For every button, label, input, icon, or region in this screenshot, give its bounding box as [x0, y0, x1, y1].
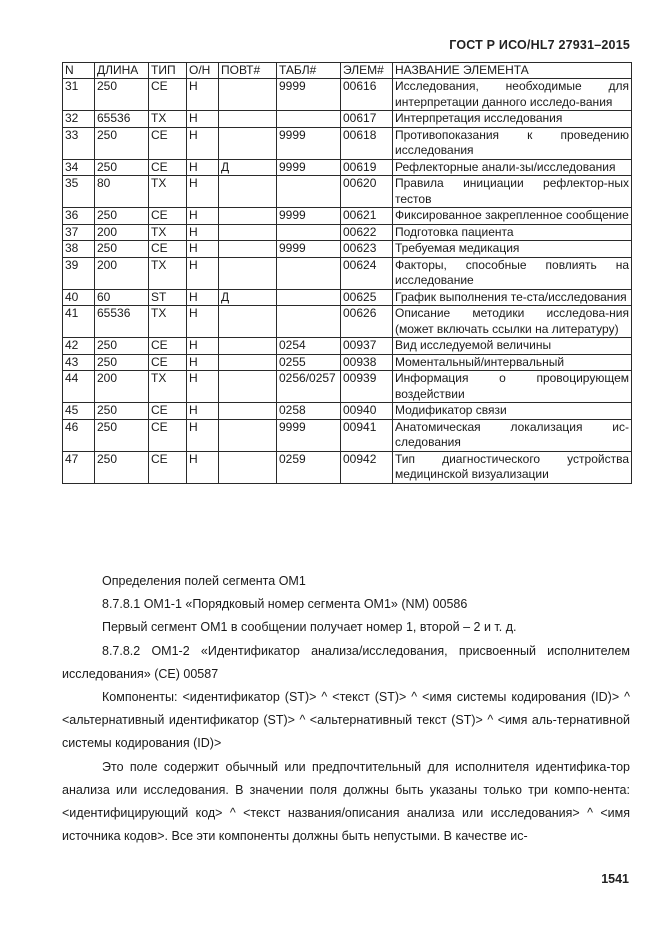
cell-type: TX	[149, 371, 187, 403]
table-body	[63, 79, 632, 484]
cell-repeat	[219, 111, 277, 128]
table-row	[63, 208, 632, 225]
cell-element-name: Требуемая медикация	[393, 241, 632, 258]
cell-length: 65536	[95, 111, 149, 128]
paragraph-om1-2-heading: 8.7.8.2 OM1-2 «Идентификатор анализа/исследования, присвоенный исполнителем исследования» (CE) 00587	[62, 643, 630, 681]
table-row	[63, 403, 632, 420]
cell-optionality: Н	[187, 241, 219, 258]
cell-optionality: Н	[187, 176, 219, 208]
cell-repeat: Д	[219, 159, 277, 176]
cell-table: 0256/0257	[277, 371, 341, 403]
cell-type: CE	[149, 419, 187, 451]
column-header-length: ДЛИНА	[95, 63, 149, 79]
cell-element: 00618	[341, 127, 393, 159]
paragraph-field-definitions-heading: Определения полей сегмента OM1	[102, 574, 306, 588]
table-header-row	[63, 63, 632, 79]
cell-type: ST	[149, 289, 187, 306]
cell-element: 00940	[341, 403, 393, 420]
cell-number: 44	[63, 371, 95, 403]
cell-length: 250	[95, 451, 149, 483]
cell-optionality: Н	[187, 371, 219, 403]
table-row	[63, 354, 632, 371]
column-header-optionality: О/Н	[187, 63, 219, 79]
cell-repeat	[219, 451, 277, 483]
cell-length: 200	[95, 371, 149, 403]
cell-table: 0255	[277, 354, 341, 371]
cell-length: 250	[95, 127, 149, 159]
cell-type: CE	[149, 338, 187, 355]
table-row	[63, 338, 632, 355]
cell-repeat	[219, 354, 277, 371]
cell-optionality: Н	[187, 338, 219, 355]
cell-element: 00617	[341, 111, 393, 128]
cell-element-name: Рефлекторные анали-зы/исследования	[393, 159, 632, 176]
cell-table: 9999	[277, 159, 341, 176]
cell-number: 40	[63, 289, 95, 306]
cell-table: 0254	[277, 338, 341, 355]
table-row	[63, 257, 632, 289]
cell-element: 00938	[341, 354, 393, 371]
cell-element-name: Противопоказания к проведению исследования	[393, 127, 632, 159]
table-row	[63, 176, 632, 208]
cell-length: 65536	[95, 306, 149, 338]
cell-repeat	[219, 306, 277, 338]
cell-length: 250	[95, 208, 149, 225]
cell-element-name: Исследования, необходимые для интерпретации данного исследо-вания	[393, 79, 632, 111]
table-row	[63, 371, 632, 403]
cell-table	[277, 111, 341, 128]
paragraph-field-description: Это поле содержит обычный или предпочтительный для исполнителя идентифика-тор анализа или исследования. В значении поля должны быть указаны только три компо-нента: <идентифицирующий код> ^ <текст названия/описания анализа или исследования> ^ <имя источника кодов>. Все эти компоненты должны быть непустыми. В качестве ис-	[62, 759, 630, 844]
standard-header: ГОСТ Р ИСО/HL7 27931–2015	[449, 38, 630, 52]
cell-element: 00616	[341, 79, 393, 111]
body-text	[62, 570, 630, 848]
table-row	[63, 127, 632, 159]
column-header-element-name: НАЗВАНИЕ ЭЛЕМЕНТА	[393, 63, 632, 79]
cell-type: TX	[149, 224, 187, 241]
paragraph-components: Компоненты: <идентификатор (ST)> ^ <текст (ST)> ^ <имя системы кодирования (ID)> ^ <альтернативный идентификатор (ST)> ^ <альтернативный текст (ST)> ^ <имя аль-тернативной системы кодирования (ID)>	[62, 690, 630, 751]
cell-length: 250	[95, 241, 149, 258]
cell-type: TX	[149, 176, 187, 208]
table-row	[63, 451, 632, 483]
cell-table	[277, 257, 341, 289]
cell-table: 9999	[277, 79, 341, 111]
cell-repeat	[219, 241, 277, 258]
cell-optionality: Н	[187, 208, 219, 225]
cell-element-name: Правила инициации рефлектор-ных тестов	[393, 176, 632, 208]
paragraph-om1-1-heading: 8.7.8.1 OM1-1 «Порядковый номер сегмента OM1» (NM) 00586	[102, 597, 468, 612]
cell-optionality: Н	[187, 79, 219, 111]
cell-element-name: Модификатор связи	[393, 403, 632, 420]
table-row	[63, 111, 632, 128]
cell-length: 250	[95, 419, 149, 451]
cell-number: 32	[63, 111, 95, 128]
column-header-n: N	[63, 63, 95, 79]
cell-element: 00624	[341, 257, 393, 289]
cell-length: 250	[95, 159, 149, 176]
column-header-type: ТИП	[149, 63, 187, 79]
cell-table: 9999	[277, 208, 341, 225]
cell-repeat: Д	[219, 289, 277, 306]
cell-number: 38	[63, 241, 95, 258]
cell-number: 47	[63, 451, 95, 483]
cell-length: 250	[95, 338, 149, 355]
cell-element-name: Интерпретация исследования	[393, 111, 632, 128]
table-row	[63, 419, 632, 451]
cell-optionality: Н	[187, 111, 219, 128]
cell-length: 200	[95, 224, 149, 241]
cell-table: 9999	[277, 127, 341, 159]
cell-table	[277, 306, 341, 338]
column-header-element: ЭЛЕМ#	[341, 63, 393, 79]
page-number: 1541	[601, 872, 629, 886]
cell-repeat	[219, 176, 277, 208]
cell-number: 42	[63, 338, 95, 355]
cell-type: TX	[149, 257, 187, 289]
cell-element: 00626	[341, 306, 393, 338]
cell-number: 37	[63, 224, 95, 241]
cell-repeat	[219, 79, 277, 111]
cell-table	[277, 176, 341, 208]
cell-table	[277, 224, 341, 241]
cell-optionality: Н	[187, 451, 219, 483]
cell-number: 43	[63, 354, 95, 371]
cell-table: 0259	[277, 451, 341, 483]
table-row	[63, 159, 632, 176]
cell-element-name: Фиксированное закрепленное сообщение	[393, 208, 632, 225]
cell-length: 60	[95, 289, 149, 306]
cell-repeat	[219, 208, 277, 225]
cell-element-name: График выполнения те-ста/исследования	[393, 289, 632, 306]
cell-type: CE	[149, 354, 187, 371]
cell-element-name: Подготовка пациента	[393, 224, 632, 241]
cell-optionality: Н	[187, 354, 219, 371]
table-row	[63, 289, 632, 306]
cell-optionality: Н	[187, 289, 219, 306]
table-row	[63, 241, 632, 258]
cell-element-name: Описание методики исследова-ния (может включать ссылки на литературу)	[393, 306, 632, 338]
cell-length: 250	[95, 354, 149, 371]
cell-number: 39	[63, 257, 95, 289]
cell-element: 00937	[341, 338, 393, 355]
cell-table: 9999	[277, 241, 341, 258]
cell-number: 31	[63, 79, 95, 111]
cell-table: 0258	[277, 403, 341, 420]
cell-type: TX	[149, 306, 187, 338]
cell-repeat	[219, 403, 277, 420]
cell-element: 00941	[341, 419, 393, 451]
cell-optionality: Н	[187, 224, 219, 241]
segment-elements-table	[62, 62, 632, 484]
cell-repeat	[219, 338, 277, 355]
cell-type: CE	[149, 208, 187, 225]
cell-type: CE	[149, 127, 187, 159]
cell-element: 00942	[341, 451, 393, 483]
column-header-repeat: ПОВТ#	[219, 63, 277, 79]
cell-repeat	[219, 371, 277, 403]
cell-optionality: Н	[187, 306, 219, 338]
cell-optionality: Н	[187, 159, 219, 176]
cell-repeat	[219, 257, 277, 289]
cell-optionality: Н	[187, 419, 219, 451]
cell-table: 9999	[277, 419, 341, 451]
cell-number: 36	[63, 208, 95, 225]
cell-element-name: Моментальный/интервальный	[393, 354, 632, 371]
cell-type: CE	[149, 241, 187, 258]
column-header-table: ТАБЛ#	[277, 63, 341, 79]
cell-repeat	[219, 127, 277, 159]
cell-repeat	[219, 224, 277, 241]
table-row	[63, 79, 632, 111]
cell-repeat	[219, 419, 277, 451]
cell-element-name: Вид исследуемой величины	[393, 338, 632, 355]
cell-number: 35	[63, 176, 95, 208]
cell-number: 41	[63, 306, 95, 338]
cell-type: CE	[149, 79, 187, 111]
table-row	[63, 306, 632, 338]
cell-type: CE	[149, 403, 187, 420]
cell-element: 00620	[341, 176, 393, 208]
cell-element-name: Факторы, способные повлиять на исследование	[393, 257, 632, 289]
cell-type: TX	[149, 111, 187, 128]
cell-element: 00621	[341, 208, 393, 225]
cell-length: 200	[95, 257, 149, 289]
cell-length: 250	[95, 79, 149, 111]
cell-element: 00625	[341, 289, 393, 306]
cell-element-name: Информация о провоцирующем воздействии	[393, 371, 632, 403]
cell-number: 33	[63, 127, 95, 159]
cell-length: 80	[95, 176, 149, 208]
cell-element-name: Тип диагностического устройства медицинской визуализации	[393, 451, 632, 483]
cell-type: CE	[149, 451, 187, 483]
cell-element-name: Анатомическая локализация ис-следования	[393, 419, 632, 451]
cell-number: 45	[63, 403, 95, 420]
cell-optionality: Н	[187, 257, 219, 289]
cell-element: 00623	[341, 241, 393, 258]
table-row	[63, 224, 632, 241]
cell-optionality: Н	[187, 403, 219, 420]
paragraph-om1-1-description: Первый сегмент OM1 в сообщении получает номер 1, второй – 2 и т. д.	[102, 620, 517, 635]
cell-element: 00939	[341, 371, 393, 403]
cell-element: 00619	[341, 159, 393, 176]
cell-optionality: Н	[187, 127, 219, 159]
cell-table	[277, 289, 341, 306]
cell-length: 250	[95, 403, 149, 420]
cell-number: 46	[63, 419, 95, 451]
cell-type: CE	[149, 159, 187, 176]
cell-element: 00622	[341, 224, 393, 241]
cell-number: 34	[63, 159, 95, 176]
